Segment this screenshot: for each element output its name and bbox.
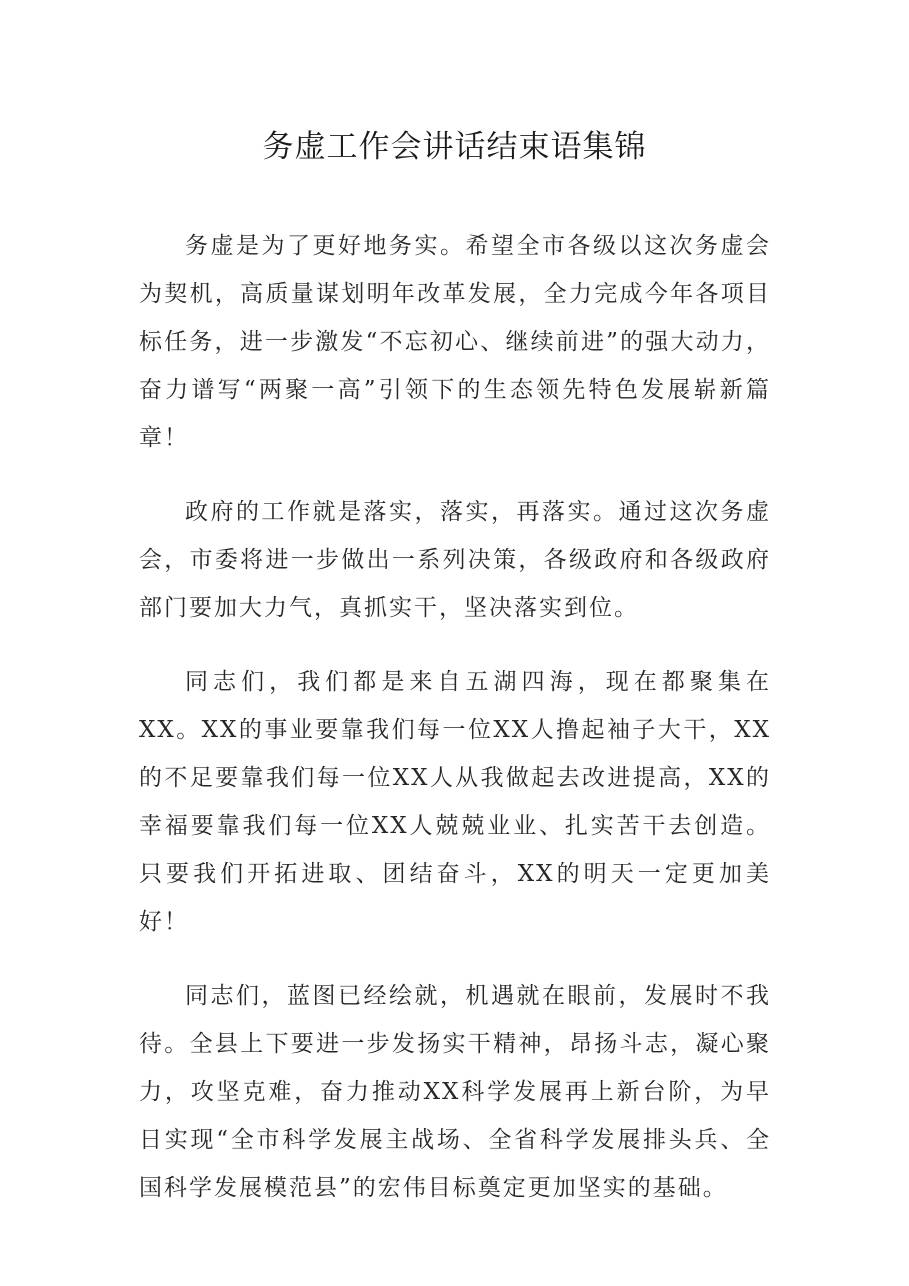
document-title: 务虚工作会讲话结束语集锦 [262, 129, 647, 165]
paragraph-2: 政府的工作就是落实，落实，再落实。通过这次务虚会，市委将进一步做出一系列决策，各级政府和各级政府部门要加大力气，真抓实干，坚决落实到位。 [139, 499, 771, 621]
paragraph-3: 同志们，我们都是来自五湖四海，现在都聚集在XX。XX的事业要靠我们每一位XX人撸起袖子大干，XX的不足要靠我们每一位XX人从我做起去改进提高，XX的幸福要靠我们每一位XX人兢兢业业、扎实苦干去创造。只要我们开拓进取、团结奋斗，XX的明天一定更加美好！ [139, 669, 771, 935]
document-body [139, 222, 771, 1238]
paragraph-1: 务虚是为了更好地务实。希望全市各级以这次务虚会为契机，高质量谋划明年改革发展，全力完成今年各项目标任务，进一步激发“不忘初心、继续前进”的强大动力，奋力谱写“两聚一高”引领下的生态领先特色发展崭新篇章！ [139, 233, 771, 451]
paragraph-4: 同志们，蓝图已经绘就，机遇就在眼前，发展时不我待。全县上下要进一步发扬实干精神，昂扬斗志，凝心聚力，攻坚克难，奋力推动XX科学发展再上新台阶，为早日实现“全市科学发展主战场、全省科学发展排头兵、全国科学发展模范县”的宏伟目标奠定更加坚实的基础。 [139, 983, 771, 1201]
